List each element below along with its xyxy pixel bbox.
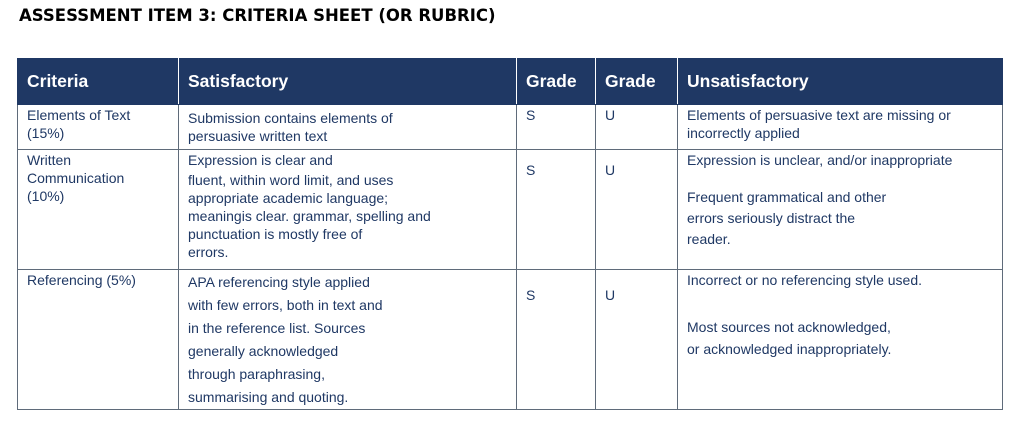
criteria-line: Elements of Text [27,107,131,123]
table-row [18,150,1003,270]
satisfactory-cell [179,270,517,410]
grade-s-cell: S [517,105,596,150]
unsatisfactory-cell [678,105,1003,150]
unsatisfactory-line: incorrectly applied [687,125,800,141]
line-gap [687,169,993,187]
satisfactory-line: Submission contains elements of [188,110,393,126]
header-row [18,59,1003,105]
grade-u-cell: U [596,270,678,410]
table-row [18,270,1003,410]
satisfactory-line: in the reference list. Sources [188,320,366,336]
header-criteria: Criteria [18,59,179,105]
satisfactory-line: meaningis clear. grammar, spelling and [188,208,431,224]
satisfactory-line: through paraphrasing, [188,366,325,382]
criteria-cell [18,105,179,150]
unsatisfactory-cell [678,150,1003,270]
criteria-line: Referencing (5%) [27,272,136,288]
satisfactory-line: fluent, within word limit, and uses [188,172,394,188]
header-grade-s: Grade [517,59,596,105]
grade-u-cell: U [596,150,678,270]
satisfactory-line: errors. [188,244,229,260]
page-title: ASSESSMENT ITEM 3: CRITERIA SHEET (OR RUBRIC) [19,6,496,25]
unsatisfactory-line: Most sources not acknowledged, [687,319,891,335]
satisfactory-line: summarising and quoting. [188,389,349,405]
rubric-table [17,58,1003,410]
satisfactory-line: with few errors, both in text and [188,297,383,313]
satisfactory-cell [179,150,517,270]
unsatisfactory-line: errors seriously distract the [687,210,856,226]
criteria-line: (15%) [27,125,65,141]
table-row [18,105,1003,150]
criteria-line: Communication [27,170,125,186]
satisfactory-line: APA referencing style applied [188,274,370,290]
satisfactory-cell [179,105,517,150]
header-unsatisfactory: Unsatisfactory [678,59,1003,105]
unsatisfactory-line: or acknowledged inappropriately. [687,341,892,357]
unsatisfactory-line: Elements of persuasive text are missing or [687,107,951,123]
unsatisfactory-line: Frequent grammatical and other [687,189,887,205]
satisfactory-line: punctuation is mostly free of [188,226,363,242]
grade-s-cell: S [517,150,596,270]
criteria-line: Written [27,152,72,168]
satisfactory-line: persuasive written text [188,128,328,144]
unsatisfactory-line: Incorrect or no referencing style used. [687,272,923,288]
unsatisfactory-line: Expression is unclear, and/or inappropriate [687,152,953,168]
line-gap [687,289,993,316]
satisfactory-line: Expression is clear and [188,152,333,168]
satisfactory-line: appropriate academic language; [188,190,389,206]
criteria-cell [18,150,179,270]
grade-s-cell: S [517,270,596,410]
grade-u-cell: U [596,105,678,150]
satisfactory-line: generally acknowledged [188,343,339,359]
header-satisfactory: Satisfactory [179,59,517,105]
criteria-line: (10%) [27,188,65,204]
criteria-cell [18,270,179,410]
header-grade-u: Grade [596,59,678,105]
unsatisfactory-cell [678,270,1003,410]
unsatisfactory-line: reader. [687,231,731,247]
